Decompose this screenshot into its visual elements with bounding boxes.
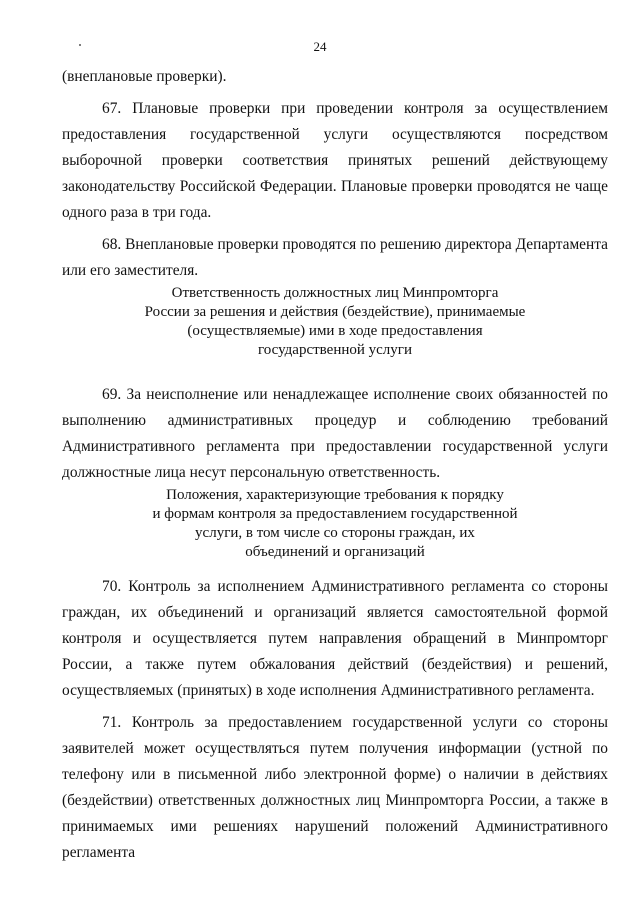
heading-line: объединений и организаций [245, 544, 425, 560]
paragraph-70: 70. Контроль за исполнением Административного регламента со стороны граждан, их объединений и организаций является самостоятельной формой контроля и осуществляется путем направления обращений в Минпромторг России, а также путем обжалования действий (бездействия) и решений, осуществляемых (принятых) в ходе исполнения Административного регламента. [62, 578, 608, 699]
heading-line: России за решения и действия (бездействие), принимаемые [144, 304, 526, 320]
heading-line: Ответственность должностных лиц Минпромторга [171, 285, 499, 301]
section-heading-control-provisions [62, 486, 608, 562]
paragraph-69: 69. За неисполнение или ненадлежащее исполнение своих обязанностей по выполнению административных процедур и соблюдению требований Административного регламента при предоставлении государственной услуги должностные лица несут персональную ответственность. [62, 386, 608, 481]
page-number: 24 [313, 39, 327, 54]
heading-line: и формам контроля за предоставлением государственной [152, 506, 518, 522]
heading-line: Положения, характеризующие требования к порядку [166, 487, 504, 503]
heading-line: государственной услуги [258, 342, 412, 358]
paragraph-67: 67. Плановые проверки при проведении контроля за осуществлением предоставления государственной услуги осуществляются посредством выборочной проверки соответствия принятых решений действующему законодательству Российской Федерации. Плановые проверки проводятся не чаще одного раза в три года. [62, 100, 608, 221]
paragraph-continuation: (внеплановые проверки). [62, 68, 227, 85]
heading-line: (осуществляемые) ими в ходе предоставления [187, 323, 483, 339]
paragraph-71: 71. Контроль за предоставлением государственной услуги со стороны заявителей может осуществляться путем получения информации (устной по телефону или в письменной либо электронной форме) о наличии в действиях (бездействии) ответственных должностных лиц Минпромторга России, а также в принимаемых ими решениях нарушений положений Административного регламента [62, 714, 608, 861]
document-body [62, 64, 608, 866]
paragraph-68: 68. Внеплановые проверки проводятся по решению директора Департамента или его заместителя. [62, 236, 608, 279]
section-heading-responsibility [62, 284, 608, 360]
heading-line: услуги, в том числе со стороны граждан, их [195, 525, 475, 541]
